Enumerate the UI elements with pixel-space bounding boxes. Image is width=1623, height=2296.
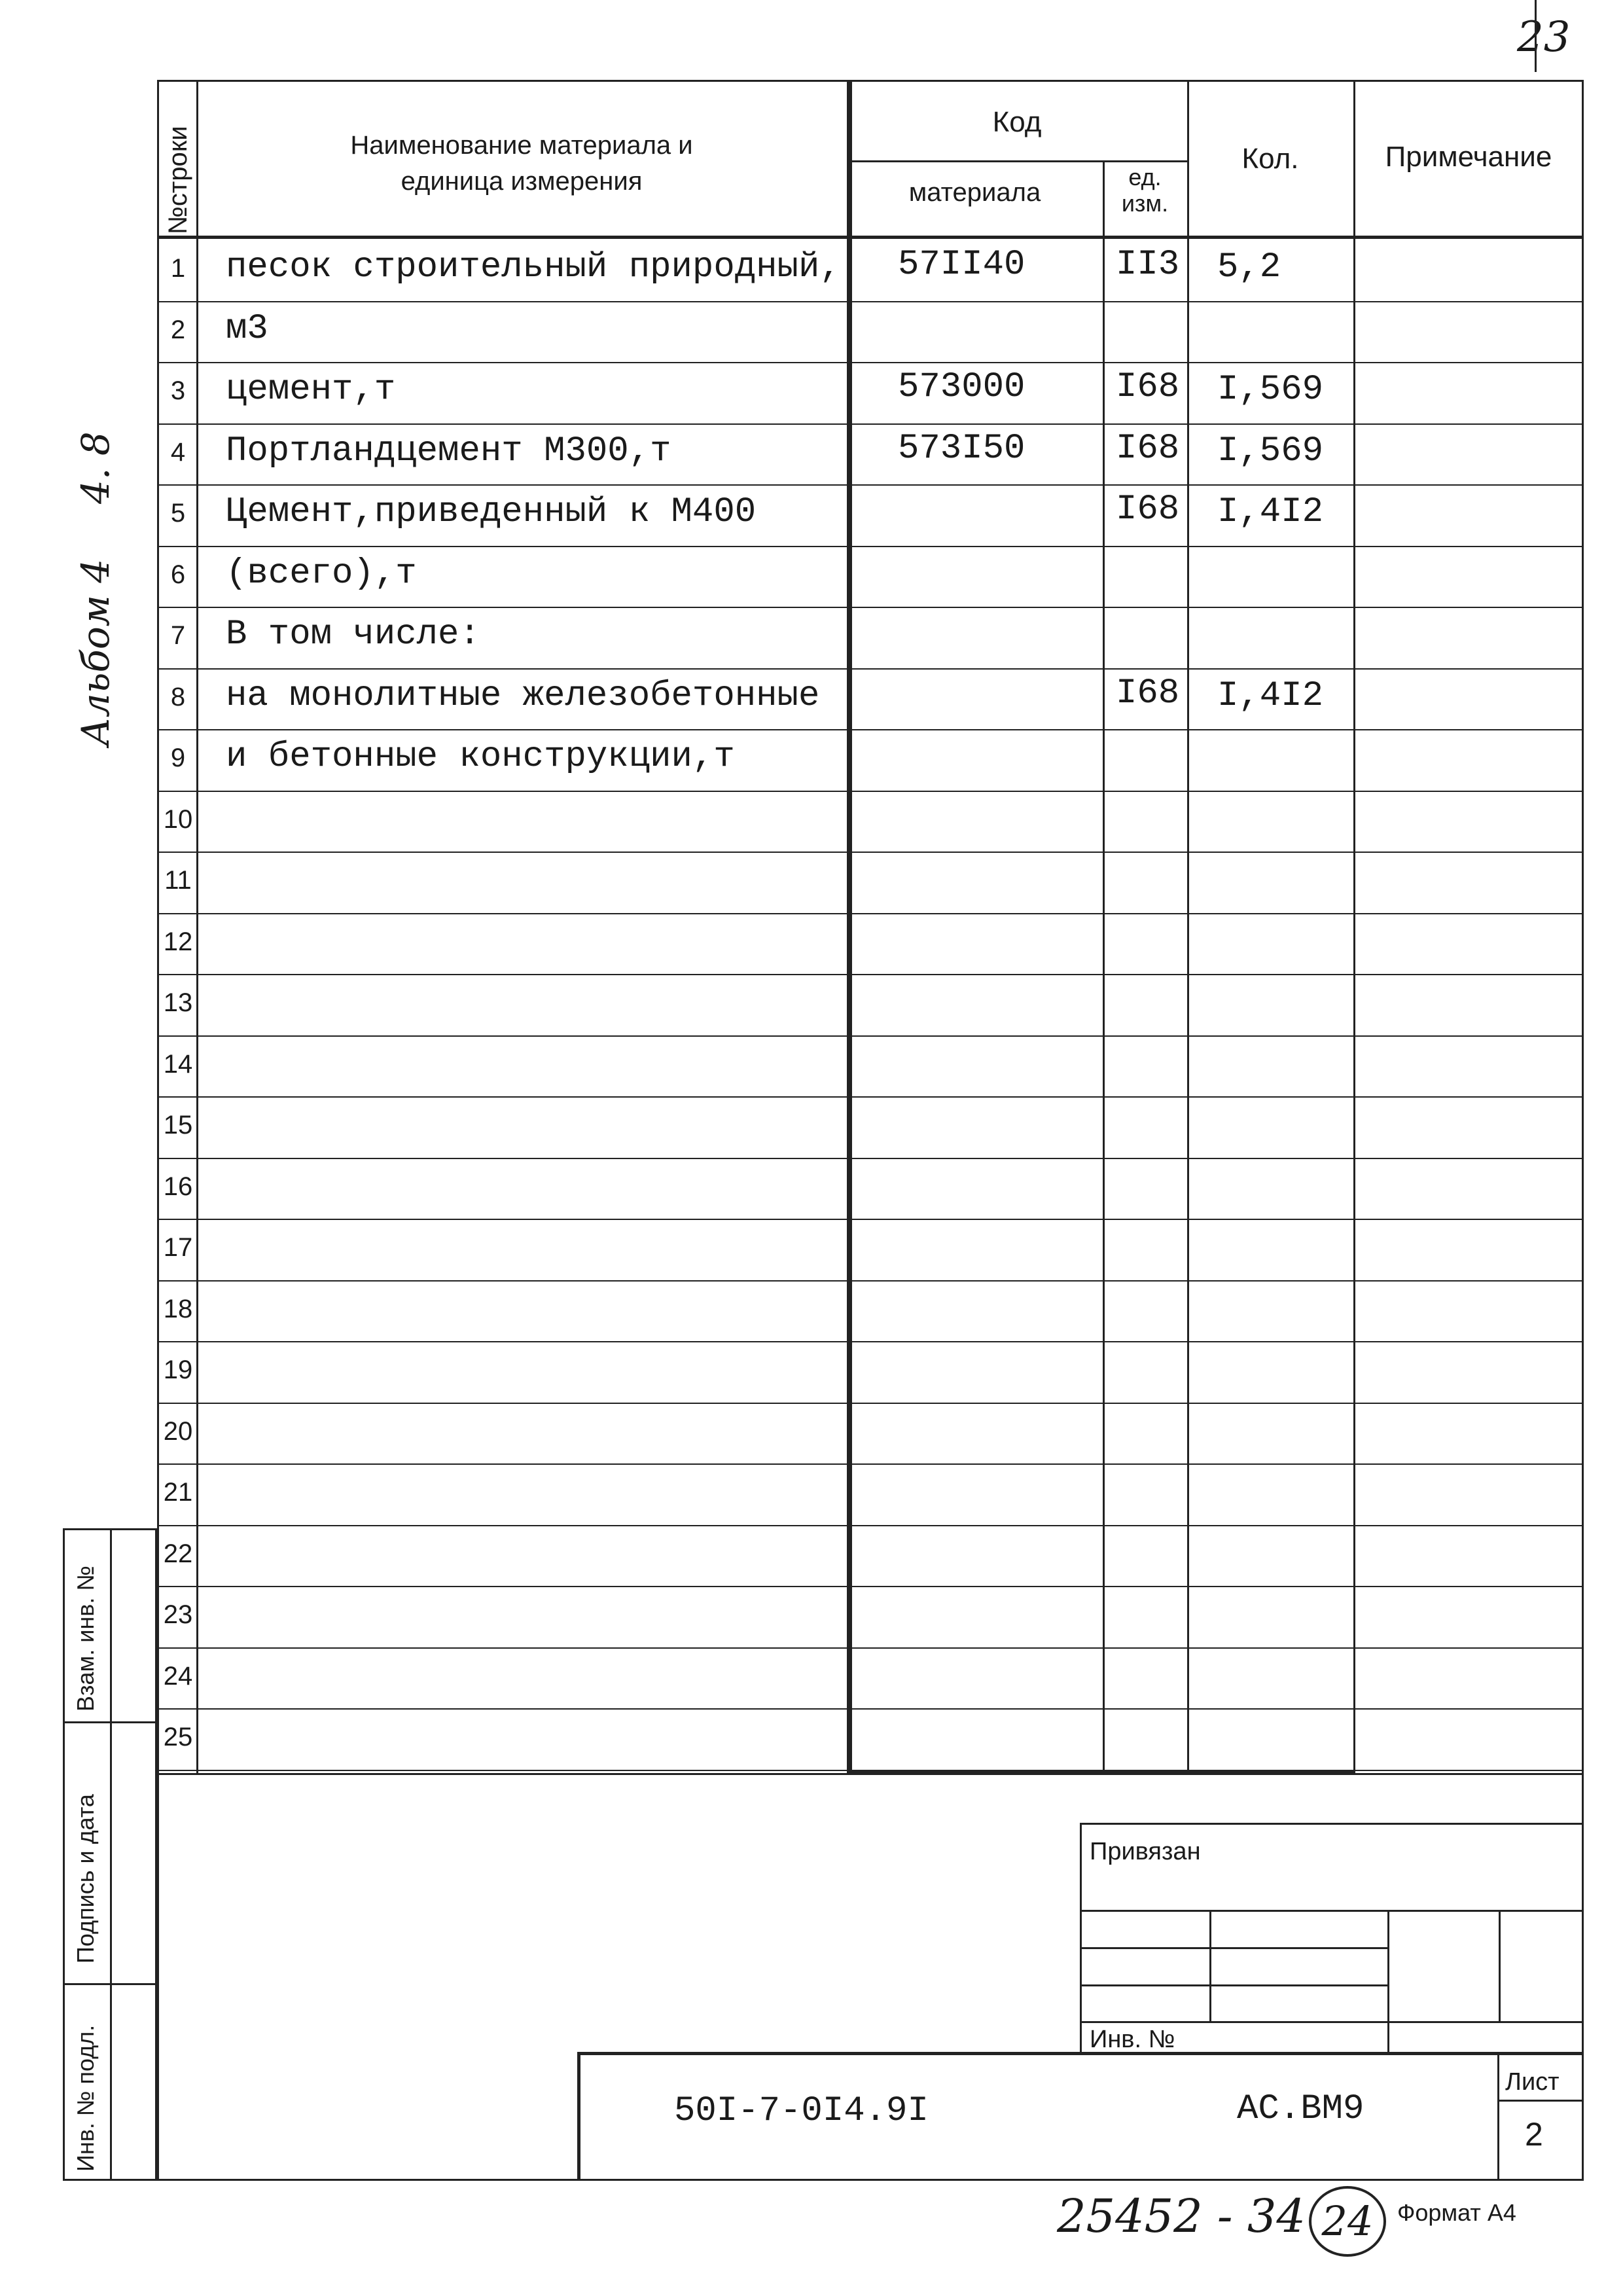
row-line xyxy=(157,1647,1584,1649)
bound-sep-1 xyxy=(1080,1910,1584,1912)
sheet-hsep xyxy=(1497,2100,1584,2102)
header-unit-line2: изм. xyxy=(1121,190,1169,217)
unit-code: I68 xyxy=(1116,673,1180,713)
material-name: песок строительный природный, xyxy=(226,247,841,287)
header-quantity: Кол. xyxy=(1241,143,1299,175)
material-name: м3 xyxy=(226,308,268,349)
unit-code: I68 xyxy=(1116,490,1180,529)
row-number: 14 xyxy=(163,1049,193,1079)
quantity: 5,2 xyxy=(1217,247,1281,287)
bound-sep-4 xyxy=(1080,2021,1584,2023)
col-sep-name xyxy=(847,80,852,1775)
header-row-number: №строки xyxy=(164,126,192,234)
row-line xyxy=(157,1096,1584,1098)
unit-code: I68 xyxy=(1116,367,1180,407)
album-number: 4. 8 xyxy=(73,431,118,504)
bound-sep-2 xyxy=(1080,1947,1387,1949)
header-code-material: материала xyxy=(908,178,1041,207)
side-stamp-replace: Взам. инв. № xyxy=(72,1565,99,1712)
header-code: Код xyxy=(992,106,1042,138)
material-name: В том числе: xyxy=(226,615,480,655)
circled-number: 24 xyxy=(1309,2186,1386,2257)
row-line xyxy=(157,546,1584,547)
col-sep-unit xyxy=(1187,80,1189,1775)
row-number: 2 xyxy=(170,315,186,344)
row-number: 8 xyxy=(170,682,186,711)
material-name: (всего),т xyxy=(226,553,417,594)
row-line xyxy=(157,1463,1584,1465)
row-line xyxy=(157,791,1584,792)
corner-divider xyxy=(1535,0,1537,72)
sheet-vsep xyxy=(1497,2052,1499,2181)
header-name-line2: единица измерения xyxy=(401,167,643,196)
row-number: 4 xyxy=(170,437,186,467)
material-name: цемент,т xyxy=(226,370,396,410)
bound-label: Привязан xyxy=(1090,1838,1201,1865)
row-number: 20 xyxy=(163,1416,193,1446)
unit-code: I68 xyxy=(1116,428,1180,469)
format-label: Формат А4 xyxy=(1397,2199,1516,2226)
row-number: 25 xyxy=(163,1723,193,1751)
bound-sep-3 xyxy=(1080,1984,1387,1986)
row-line xyxy=(157,1035,1584,1037)
doc-mark: АС.ВМ9 xyxy=(1237,2089,1364,2129)
row-number: 18 xyxy=(163,1294,193,1323)
row-line xyxy=(157,1708,1584,1710)
sheet-number: 2 xyxy=(1525,2116,1543,2153)
material-name: и бетонные конструкции,т xyxy=(226,737,735,777)
row-number: 5 xyxy=(170,499,186,528)
material-name: на монолитные железобетонные xyxy=(226,675,820,716)
row-line xyxy=(157,1219,1584,1220)
bound-vsep-3 xyxy=(1499,1910,1501,2021)
side-stamp-inner xyxy=(110,1528,112,2181)
row-number: 6 xyxy=(170,560,186,589)
inv-label: Инв. № xyxy=(1090,2026,1175,2053)
col-sep-rownum xyxy=(196,80,198,1775)
row-line xyxy=(157,1525,1584,1526)
row-number: 9 xyxy=(170,744,186,772)
col-sep-code xyxy=(1103,162,1105,1775)
row-line xyxy=(157,301,1584,302)
header-name-line1: Наименование материала и xyxy=(350,131,693,160)
row-number: 13 xyxy=(163,988,193,1017)
quantity: I,569 xyxy=(1217,431,1324,471)
quantity: I,4I2 xyxy=(1217,675,1324,716)
row-line xyxy=(157,362,1584,363)
doc-code: 50I-7-0I4.9I xyxy=(674,2091,929,2131)
header-unit-line1: ед. xyxy=(1128,164,1162,190)
row-number: 23 xyxy=(163,1600,193,1629)
row-line xyxy=(157,974,1584,975)
row-number: 11 xyxy=(164,866,192,895)
row-number: 15 xyxy=(163,1111,193,1139)
row-line xyxy=(157,1586,1584,1587)
bound-vsep-2 xyxy=(1387,1910,1389,2052)
row-number: 10 xyxy=(163,804,193,834)
row-number: 22 xyxy=(163,1539,193,1568)
row-number: 1 xyxy=(170,254,186,283)
row-line xyxy=(157,1403,1584,1404)
header-code-split xyxy=(847,160,1187,162)
material-name: Цемент,приведенный к М400 xyxy=(226,492,757,532)
album-label: Альбом 4 xyxy=(73,558,118,746)
row-line xyxy=(157,607,1584,608)
material-code: 573I50 xyxy=(898,428,1026,469)
row-line xyxy=(157,423,1584,425)
row-line xyxy=(157,852,1584,853)
row-number: 19 xyxy=(163,1355,193,1384)
row-line xyxy=(157,913,1584,914)
material-name: Портландцемент М300,т xyxy=(226,431,671,471)
quantity: I,4I2 xyxy=(1217,492,1324,532)
row-line xyxy=(157,1158,1584,1159)
page-corner-number: 23 xyxy=(1517,13,1571,62)
row-line xyxy=(157,1341,1584,1342)
col-sep-qty xyxy=(1353,80,1355,1775)
sheet-label: Лист xyxy=(1505,2068,1560,2096)
row-line xyxy=(157,729,1584,730)
row-number: 3 xyxy=(170,376,186,405)
row-number: 7 xyxy=(170,621,186,650)
handwritten-number: 25452 - 34 xyxy=(1057,2189,1306,2243)
unit-code: II3 xyxy=(1116,245,1180,285)
spec-table xyxy=(157,80,1584,1775)
side-stamp-inventory: Инв. № подл. xyxy=(72,2024,99,2172)
row-number: 21 xyxy=(163,1478,193,1507)
side-stamp-signature: Подпись и дата xyxy=(72,1794,99,1964)
material-code: 573000 xyxy=(898,367,1026,407)
row-line xyxy=(157,484,1584,486)
material-code: 57II40 xyxy=(898,245,1026,285)
row-number: 17 xyxy=(163,1233,193,1262)
bound-vsep-1 xyxy=(1209,1910,1211,2021)
row-number: 12 xyxy=(163,927,193,956)
row-number: 24 xyxy=(163,1661,193,1691)
row-line xyxy=(157,1770,1584,1771)
row-number: 16 xyxy=(163,1172,193,1201)
quantity: I,569 xyxy=(1217,370,1324,410)
row-line xyxy=(157,668,1584,670)
header-bottom-line xyxy=(157,236,1584,239)
header-note: Примечание xyxy=(1385,141,1552,173)
row-line xyxy=(157,1280,1584,1282)
